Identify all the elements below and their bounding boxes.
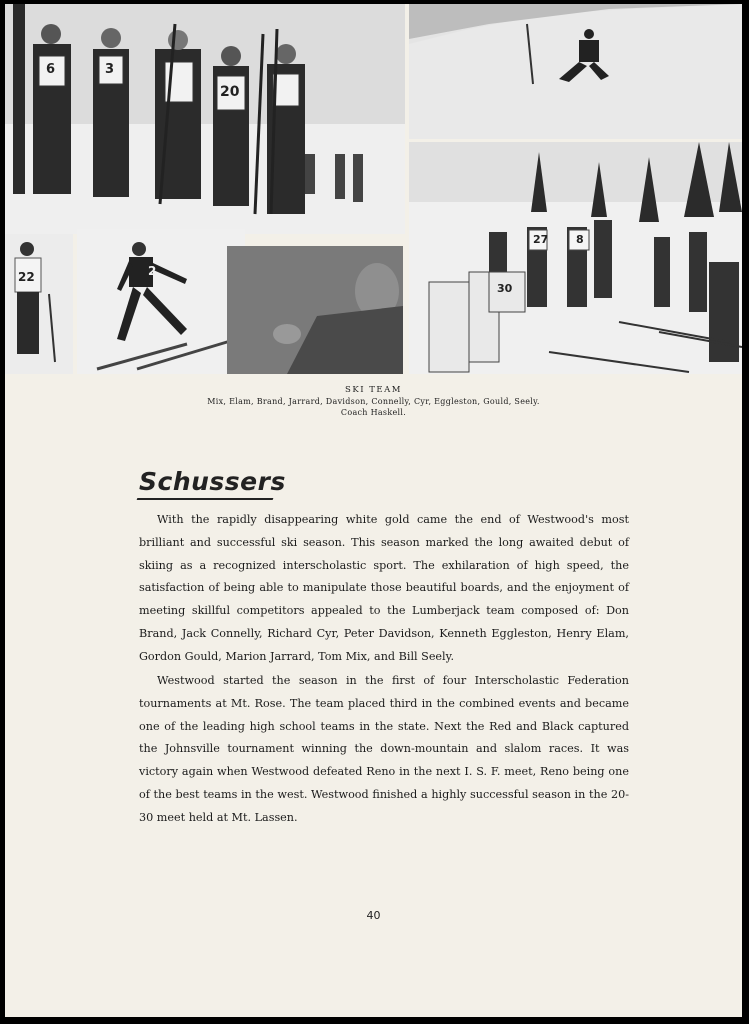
bib-number: 30: [497, 282, 513, 295]
bib-number: 20: [220, 84, 240, 100]
bib-number: 6: [46, 62, 56, 77]
yearbook-page: [5, 4, 742, 1017]
photo-caption: [5, 385, 742, 418]
article-paragraph: [139, 509, 629, 669]
skier-22-photo: [5, 234, 73, 374]
heading-underline: [137, 498, 274, 500]
coach-portrait-photo: [227, 246, 403, 374]
bib-number: 3: [105, 62, 115, 77]
page-number: 40: [366, 909, 381, 922]
bib-number: 22: [18, 270, 35, 284]
caption-names: Mix, Elam, Brand, Jarrard, Davidson, Connelly, Cyr, Eggleston, Gould, Seely.: [207, 397, 540, 406]
article-paragraph: [139, 670, 629, 830]
team-on-slope-photo: [409, 142, 742, 374]
caption-title: SKI TEAM: [345, 385, 402, 395]
skier-2-photo: [77, 229, 245, 374]
team-group-photo: [5, 4, 405, 234]
paragraph-text: Westwood started the season in the first of four Interscholastic Federation tournaments at Mt. Rose. The team placed third in the combined events and became one of the leading high school teams in the state. Next the Red and Black captured the Johnsville tournament winning the down-mountain and slalom races. It was victory again when Westwood defeated Reno in the next I. S. F. meet, Reno being one of the best teams in the west. Westwood finished a highly successful season in the 20-30 meet held at Mt. Lassen.: [139, 674, 629, 824]
downhill-racer-photo: [409, 4, 742, 139]
bib-number: 8: [576, 233, 584, 246]
bib-number: 2: [148, 264, 157, 278]
article-heading: Schussers: [139, 467, 286, 496]
paragraph-text: With the rapidly disappearing white gold came the end of Westwood's most brilliant and successful ski season. This season marked the long awaited debut of skiing as a recognized interscholastic sport. The exhilaration of high speed, the satisfaction of being able to manipulate those beautiful boards, and the enjoyment of meeting skillful competitors appealed to the Lumberjack team composed of: Don Brand, Jack Connelly, Richard Cyr, Peter Davidson, Kenneth Eggleston, Henry Elam, Gordon Gould, Marion Jarrard, Tom Mix, and Bill Seely.: [139, 513, 629, 663]
bib-number: 27: [533, 233, 549, 246]
caption-coach: Coach Haskell.: [340, 408, 407, 417]
